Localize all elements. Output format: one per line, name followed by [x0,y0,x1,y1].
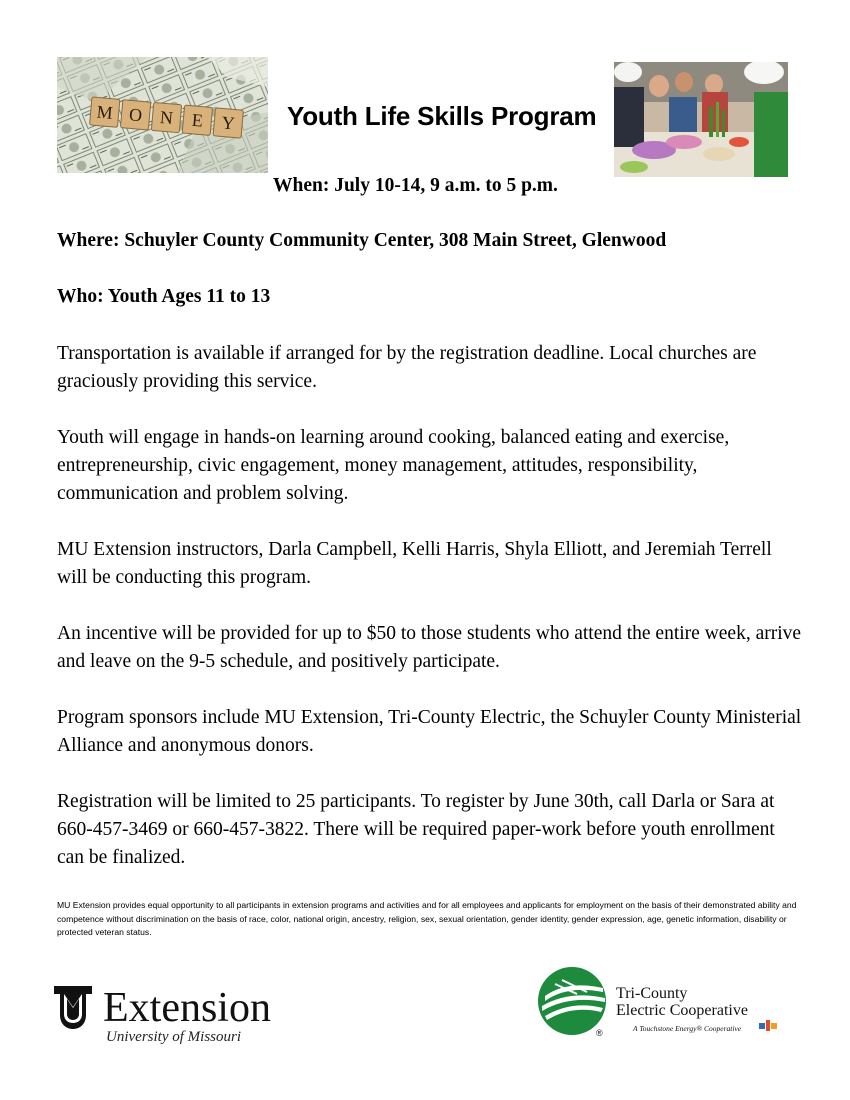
transportation-paragraph: Transportation is available if arranged for by the registration deadline. Local churches are graciously providing this service. [57,343,757,392]
registration-paragraph: Registration will be limited to 25 participants. To register by June 30th, call Darla or Sara at 660-457-3469 or 660-457-3822. There will be required paper-work before youth enrollment can be finalized. [57,791,775,868]
money-tile-o: O [128,104,143,126]
mu-wordmark: Extension [103,985,271,1031]
equal-opportunity-disclaimer: MU Extension provides equal opportunity to all participants in extension programs and activities and for all employees and applicants for employment on the basis of their demonstrated ability and competence without discrimination on the basis of race, color, national origin, ancestry, religion, sex, sexual orientation, gender identity, gender expression, age, genetic information, disability or protected veteran status. [57,900,797,938]
tri-county-registered-mark: ® [596,1028,603,1038]
tri-county-globe-icon [538,967,606,1035]
sponsors-paragraph: Program sponsors include MU Extension, Tri-County Electric, the Schuyler County Ministerial Alliance and anonymous donors. [57,707,802,756]
cooking-class-photo [614,62,788,177]
tri-county-electric-logo [537,966,787,1042]
event-where: Where: Schuyler County Community Center, 308 Main Street, Glenwood [57,230,667,251]
mu-extension-logo [53,985,313,1047]
touchstone-energy-icon [759,1020,777,1031]
activities-paragraph: Youth will engage in hands-on learning around cooking, balanced eating and exercise, entrepreneurship, civic engagement, money management, attitudes, responsibility, communication and problem solving. [57,427,730,504]
instructors-paragraph: MU Extension instructors, Darla Campbell, Kelli Harris, Shyla Elliott, and Jeremiah Terrell will be conducting this program. [57,539,772,588]
event-when: When: July 10-14, 9 a.m. to 5 p.m. [273,175,558,196]
money-tile-n: N [159,107,174,129]
page-title: Youth Life Skills Program [287,101,597,131]
event-who: Who: Youth Ages 11 to 13 [57,286,271,307]
mu-subtitle: University of Missouri [106,1029,241,1045]
money-photo [57,57,268,173]
touchstone-tagline: A Touchstone Energy® Cooperative [633,1024,742,1033]
money-tile-y: Y [220,112,236,134]
incentive-paragraph: An incentive will be provided for up to $50 to those students who attend the entire week, arrive and leave on the 9-5 schedule, and positively participate. [57,623,802,672]
mu-shield-icon [54,986,92,1029]
tri-county-name-line2: Electric Cooperative [616,1002,748,1019]
money-tile-e: E [191,109,204,131]
money-tile-m: M [95,101,114,123]
tri-county-name-line1: Tri-County [616,985,688,1002]
